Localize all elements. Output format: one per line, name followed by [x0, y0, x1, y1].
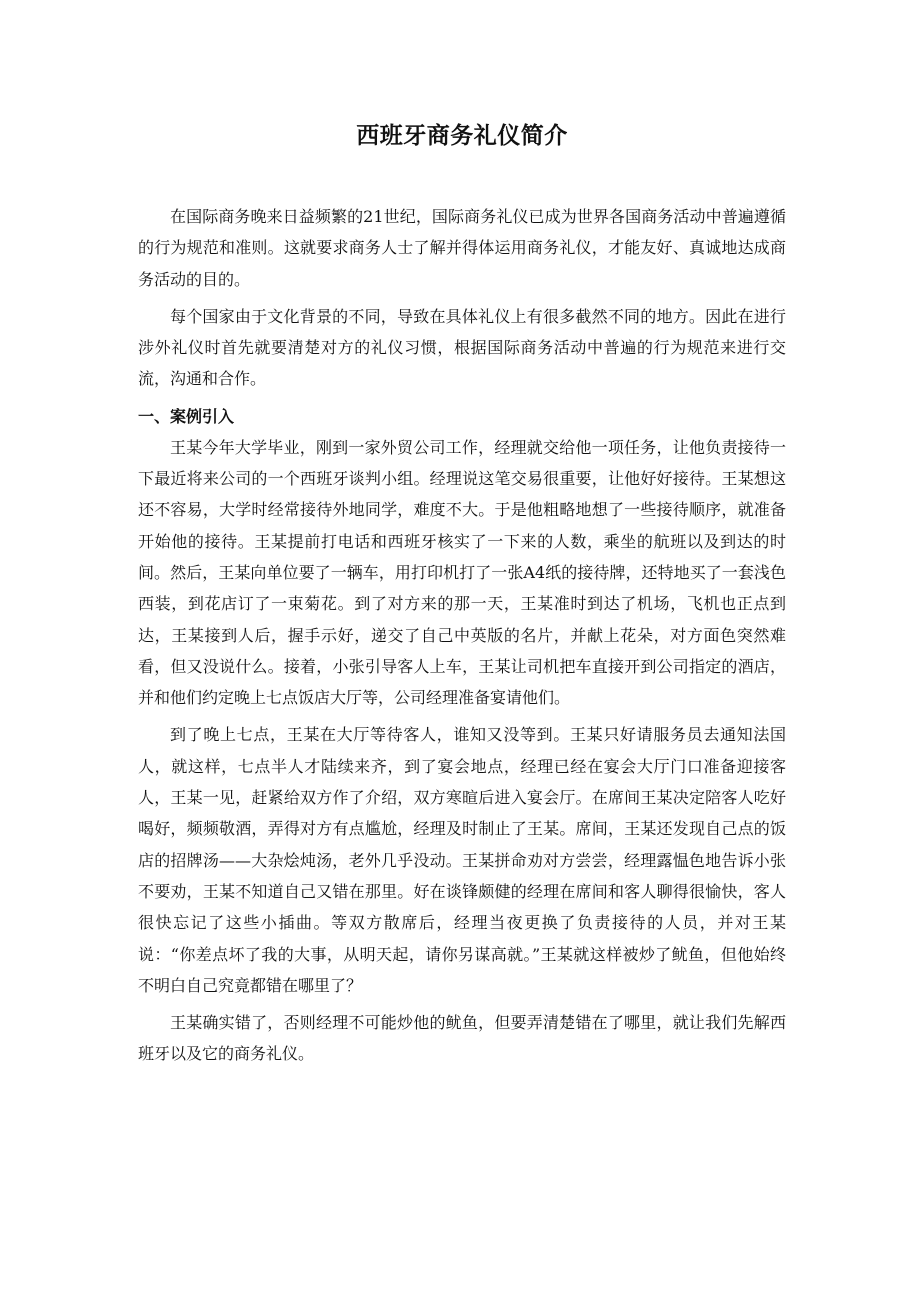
- case-paragraph: 王某今年大学毕业，刚到一家外贸公司工作，经理就交给他一项任务，让他负责接待一下最近将来公司的一个西班牙谈判小组。经理说这笔交易很重要，让他好好接待。王某想这还不容易，大学时经常接待外地同学，难度不大。于是他粗略地想了一些接待顺序，就准备开始他的接待。王某提前打电话和西班牙核实了一下来的人数，乘坐的航班以及到达的时间。然后，王某向单位要了一辆车，用打印机打了一张A4纸的接待牌，还特地买了一套浅色西装，到花店订了一束菊花。到了对方来的那一天，王某准时到达了机场，飞机也正点到达，王某接到人后，握手示好，递交了自己中英版的名片，并献上花朵，对方面色突然难看，但又没说什么。接着，小张引导客人上车，王某让司机把车直接开到公司指定的酒店，并和他们约定晚上七点饭店大厅等，公司经理准备宴请他们。: [138, 437, 786, 708]
- intro-paragraph: 每个国家由于文化背景的不同，导致在具体礼仪上有很多截然不同的地方。因此在进行涉外礼仪时首先就要清楚对方的礼仪习惯，根据国际商务活动中普遍的行为规范来进行交流，沟通和合作。: [138, 306, 786, 389]
- case-paragraph: 到了晚上七点，王某在大厅等待客人，谁知又没等到。王某只好请服务员去通知法国人，就这样，七点半人才陆续来齐，到了宴会地点，经理已经在宴会大厅门口准备迎接客人，王某一见，赶紧给双方作了介绍，双方寒暄后进入宴会厅。在席间王某决定陪客人吃好喝好，频频敬酒，弄得对方有点尴尬，经理及时制止了王某。席间，王某还发现自己点的饭店的招牌汤——大杂烩炖汤，老外几乎没动。王某拼命劝对方尝尝，经理露愠色地告诉小张不要劝，王某不知道自己又错在那里。好在谈锋颇健的经理在席间和客人聊得很愉快，客人很快忘记了这些小插曲。等双方散席后，经理当夜更换了负责接待的人员，并对王某说：“你差点坏了我的大事，从明天起，请你另谋高就。”王某就这样被炒了鱿鱼，但他始终不明白自己究竟都错在哪里了？: [138, 725, 786, 995]
- case-paragraph: 王某确实错了，否则经理不可能炒他的鱿鱼，但要弄清楚错在了哪里，就让我们先解西班牙以及它的商务礼仪。: [138, 1013, 786, 1064]
- intro-paragraph: 在国际商务晚来日益频繁的21世纪，国际商务礼仪已成为世界各国商务活动中普遍遵循的行为规范和准则。这就要求商务人士了解并得体运用商务礼仪，才能友好、真诚地达成商务活动的目的。: [138, 207, 786, 289]
- document-title: 西班牙商务礼仪简介: [356, 122, 568, 149]
- document-body: [138, 118, 786, 1070]
- section-heading: 一、案例引入: [138, 406, 235, 426]
